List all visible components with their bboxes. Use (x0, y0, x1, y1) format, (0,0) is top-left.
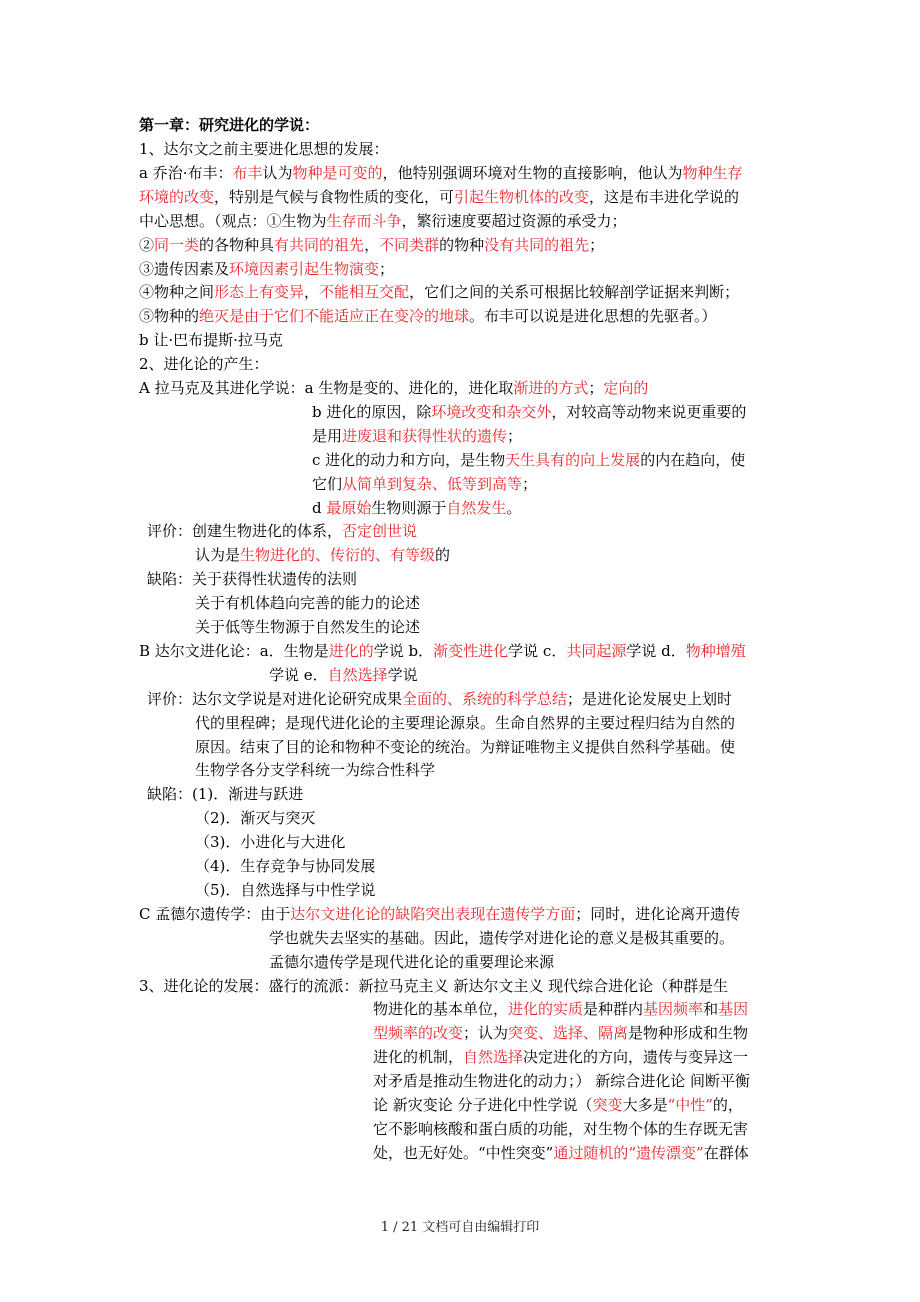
text-segment: 缺陷：关于获得性状遗传的法则 (147, 570, 358, 588)
text-line (195, 878, 375, 902)
text-line (195, 854, 375, 878)
highlight-text: 绝灭是由于它们不能适应正在变冷的地球 (199, 307, 470, 325)
text-segment: 是种群内 (583, 1000, 644, 1018)
text-segment: 代的里程碑；是现代进化论的主要理论源泉。生命自然界的主要过程归结为自然的 (195, 714, 736, 732)
text-line (373, 1093, 743, 1117)
highlight-text: 不同类群 (379, 236, 440, 254)
text-line (139, 185, 739, 209)
text-segment: 的各物种具 (199, 236, 275, 254)
highlight-text: 引起生物机体的改变 (454, 188, 590, 206)
text-line (139, 974, 728, 998)
highlight-text: 进废退和获得性状的遗传 (342, 427, 508, 445)
text-line (147, 782, 303, 806)
text-segment: 2、进化论的产生： (139, 355, 269, 373)
text-segment: ④物种之间 (139, 283, 215, 301)
text-line (195, 615, 420, 639)
highlight-text: 从简单到复杂、低等到高等 (342, 475, 523, 493)
highlight-text: 自然选择 (463, 1048, 524, 1066)
text-segment: ，它们之间的关系可根据比较解剖学证据来判断； (409, 283, 740, 301)
text-segment: 评价：达尔文学说是对进化论研究成果 (147, 690, 403, 708)
text-segment: b 进化的原因，除 (312, 403, 432, 421)
highlight-text: 进化的实质 (508, 1000, 584, 1018)
text-line (373, 997, 748, 1021)
text-line (147, 567, 357, 591)
text-line (195, 806, 315, 830)
text-segment: 和 (703, 1000, 719, 1018)
text-line (139, 304, 717, 328)
text-segment: 缺陷：(1)．渐进与跃进 (147, 785, 304, 803)
highlight-text: 环境的改变 (139, 188, 215, 206)
text-line (139, 233, 604, 257)
text-segment: ③遗传因素及 (139, 260, 230, 278)
highlight-text: 共同起源 (566, 642, 627, 660)
text-segment: ，对较高等动物来说更重要的 (551, 403, 747, 421)
highlight-text: 通过随机的“遗传漂变” (553, 1144, 704, 1162)
text-segment: （2)．渐灭与突灭 (195, 809, 316, 827)
text-segment: ② (139, 236, 155, 254)
highlight-text: 突变 (592, 1096, 623, 1114)
text-segment: 学说 b． (373, 642, 434, 660)
highlight-text: 没有共同的祖先 (484, 236, 590, 254)
text-segment: 认为 (262, 164, 293, 182)
text-line (195, 543, 450, 567)
text-line (373, 1045, 748, 1069)
highlight-text: 突变、选择、隔离 (508, 1024, 629, 1042)
text-line (312, 472, 537, 496)
highlight-text: 定向的 (603, 379, 649, 397)
highlight-text: 环境因素引起生物演变 (229, 260, 380, 278)
text-segment: （5)．自然选择与中性学说 (195, 881, 376, 899)
text-segment: ⑤物种的 (139, 307, 200, 325)
text-line (139, 209, 627, 233)
text-segment: 它们 (312, 475, 343, 493)
text-segment: ； (379, 260, 395, 278)
text-line (312, 424, 522, 448)
text-segment: C 孟德尔遗传学：由于 (139, 905, 291, 923)
highlight-text: 有共同的祖先 (274, 236, 365, 254)
text-segment: 处，也无好处。“中性突变” (373, 1144, 554, 1162)
text-line (195, 711, 735, 735)
text-segment: 关于有机体趋向完善的能力的论述 (195, 594, 421, 612)
highlight-text: 进化的 (328, 642, 374, 660)
text-segment: 的 (435, 546, 451, 564)
text-line (139, 639, 746, 663)
highlight-text: 生物进化的、传衍的、有等级 (240, 546, 436, 564)
highlight-text: 生存而斗争 (326, 212, 402, 230)
text-segment: ；是进化论发展史上划时 (567, 690, 733, 708)
text-line (139, 280, 739, 304)
highlight-text: 基因 (718, 1000, 749, 1018)
text-line (373, 1117, 748, 1141)
highlight-text: 天生具有的向上发展 (505, 451, 641, 469)
text-segment: 认为是 (195, 546, 241, 564)
text-segment: 的内在趋向，使 (640, 451, 746, 469)
text-line (373, 1141, 749, 1165)
text-segment: ； (588, 379, 604, 397)
text-segment: B 达尔文进化论：a．生物是 (139, 642, 329, 660)
highlight-text: 否定创世说 (342, 522, 418, 540)
text-segment: ，特别是气候与食物性质的变化，可 (214, 188, 455, 206)
highlight-text: 物种增殖 (685, 642, 746, 660)
text-line (139, 902, 740, 926)
text-segment: （3)．小进化与大进化 (195, 833, 346, 851)
chapter-title: 第一章：研究进化的学说： (139, 116, 320, 134)
text-line (147, 687, 732, 711)
highlight-text: 渐进的方式 (513, 379, 589, 397)
highlight-text: 全面的、系统的科学总结 (402, 690, 568, 708)
text-segment: 学说 d． (626, 642, 686, 660)
text-segment: ；认为 (463, 1024, 509, 1042)
text-line (312, 496, 521, 520)
text-line (312, 448, 745, 472)
text-line (147, 519, 417, 543)
highlight-text: 环境改变和杂交外 (431, 403, 552, 421)
text-line (195, 758, 435, 782)
text-segment: 评价：创建生物进化的体系， (147, 522, 343, 540)
highlight-text: 自然发生 (446, 499, 507, 517)
highlight-text: 型频率的改变 (373, 1024, 464, 1042)
highlight-text: 渐变性进化 (433, 642, 509, 660)
text-segment: ， (364, 236, 380, 254)
text-segment: 是用 (312, 427, 343, 445)
text-segment: b 让·巴布提斯·拉马克 (139, 331, 283, 349)
highlight-text: 同一类 (154, 236, 200, 254)
text-segment: 1、达尔文之前主要进化思想的发展： (139, 140, 389, 158)
text-segment: a 乔治·布丰： (139, 164, 233, 182)
text-segment: 决定进化的方向，遗传与变异这一 (523, 1048, 749, 1066)
text-segment: 学说 (387, 666, 418, 684)
text-segment: ； (522, 475, 538, 493)
highlight-text: “中性” (667, 1096, 713, 1114)
text-segment: 中心思想。（观点：①生物为 (139, 212, 327, 230)
text-line (269, 663, 418, 687)
text-line (195, 830, 345, 854)
text-segment: ， (304, 283, 320, 301)
text-segment: A 拉马克及其进化学说：a 生物是变的、进化的，进化取 (139, 379, 514, 397)
text-line (269, 926, 734, 950)
highlight-text: 最原始 (326, 499, 372, 517)
highlight-text: 达尔文进化论的缺陷突出表现在遗传学方面 (290, 905, 576, 923)
text-segment: 是物种形成和生物 (628, 1024, 749, 1042)
text-segment: 学说 c． (508, 642, 567, 660)
text-segment: ，这是布丰进化学说的 (589, 188, 740, 206)
text-line (195, 591, 420, 615)
text-line (139, 352, 269, 376)
highlight-text: 不能相互交配 (319, 283, 410, 301)
text-line (139, 376, 648, 400)
text-line (195, 735, 735, 759)
text-segment: d (312, 499, 327, 517)
text-line (373, 1021, 748, 1045)
page-footer: 1 / 21 文档可自由编辑打印 (380, 1220, 540, 1235)
text-line (139, 328, 283, 352)
highlight-text: 形态上有变异 (214, 283, 305, 301)
text-segment: 的物种 (439, 236, 485, 254)
text-segment: 进化的机制， (373, 1048, 464, 1066)
text-line (139, 161, 743, 185)
text-segment: ； (507, 427, 523, 445)
text-segment: 论 新灾变论 分子进化中性学说（ (373, 1096, 593, 1114)
text-segment: 。 (506, 499, 522, 517)
text-segment: 3、进化论的发展：盛行的流派：新拉马克主义 新达尔文主义 现代综合进化论（种群是生 (139, 977, 729, 995)
text-line (139, 257, 394, 281)
text-segment: 关于低等生物源于自然发生的论述 (195, 618, 421, 636)
text-segment: 原因。结束了目的论和物种不变论的统治。为辩证唯物主义提供自然科学基础。使 (195, 738, 736, 756)
text-line (373, 1069, 750, 1093)
text-segment: 生物学各分支学科统一为综合性科学 (195, 761, 436, 779)
text-segment: 在群体 (703, 1144, 749, 1162)
highlight-text: 布丰 (232, 164, 263, 182)
highlight-text: 物种是可变的 (292, 164, 383, 182)
text-segment: 孟德尔遗传学是现代进化论的重要理论来源 (269, 953, 555, 971)
highlight-text: 自然选择 (327, 666, 388, 684)
text-segment: 对矛盾是推动生物进化的动力；） 新综合进化论 间断平衡 (373, 1072, 751, 1090)
text-segment: ，他特别强调环境对生物的直接影响，他认为 (382, 164, 683, 182)
text-segment: c 进化的动力和方向，是生物 (312, 451, 506, 469)
text-segment: 学说 e． (269, 666, 328, 684)
text-segment: 。布丰可以说是进化思想的先驱者。） (469, 307, 717, 325)
text-segment: 大多是 (622, 1096, 668, 1114)
text-segment: 的， (712, 1096, 743, 1114)
text-segment: 它不影响核酸和蛋白质的功能，对生物个体的生存既无害 (373, 1120, 749, 1138)
text-segment: 学也就失去坚实的基础。因此，遗传学对进化论的意义是极其重要的。 (269, 929, 735, 947)
text-segment: ，繁衍速度要超过资源的承受力； (401, 212, 627, 230)
text-line (269, 950, 554, 974)
text-segment: ；同时，进化论离开遗传 (575, 905, 741, 923)
text-line (139, 137, 389, 161)
highlight-text: 物种生存 (682, 164, 743, 182)
text-segment: （4)．生存竞争与协同发展 (195, 857, 376, 875)
text-segment: ； (589, 236, 605, 254)
text-segment: 生物则源于 (371, 499, 447, 517)
text-segment: 物进化的基本单位， (373, 1000, 509, 1018)
highlight-text: 基因频率 (643, 1000, 704, 1018)
text-line (312, 400, 746, 424)
